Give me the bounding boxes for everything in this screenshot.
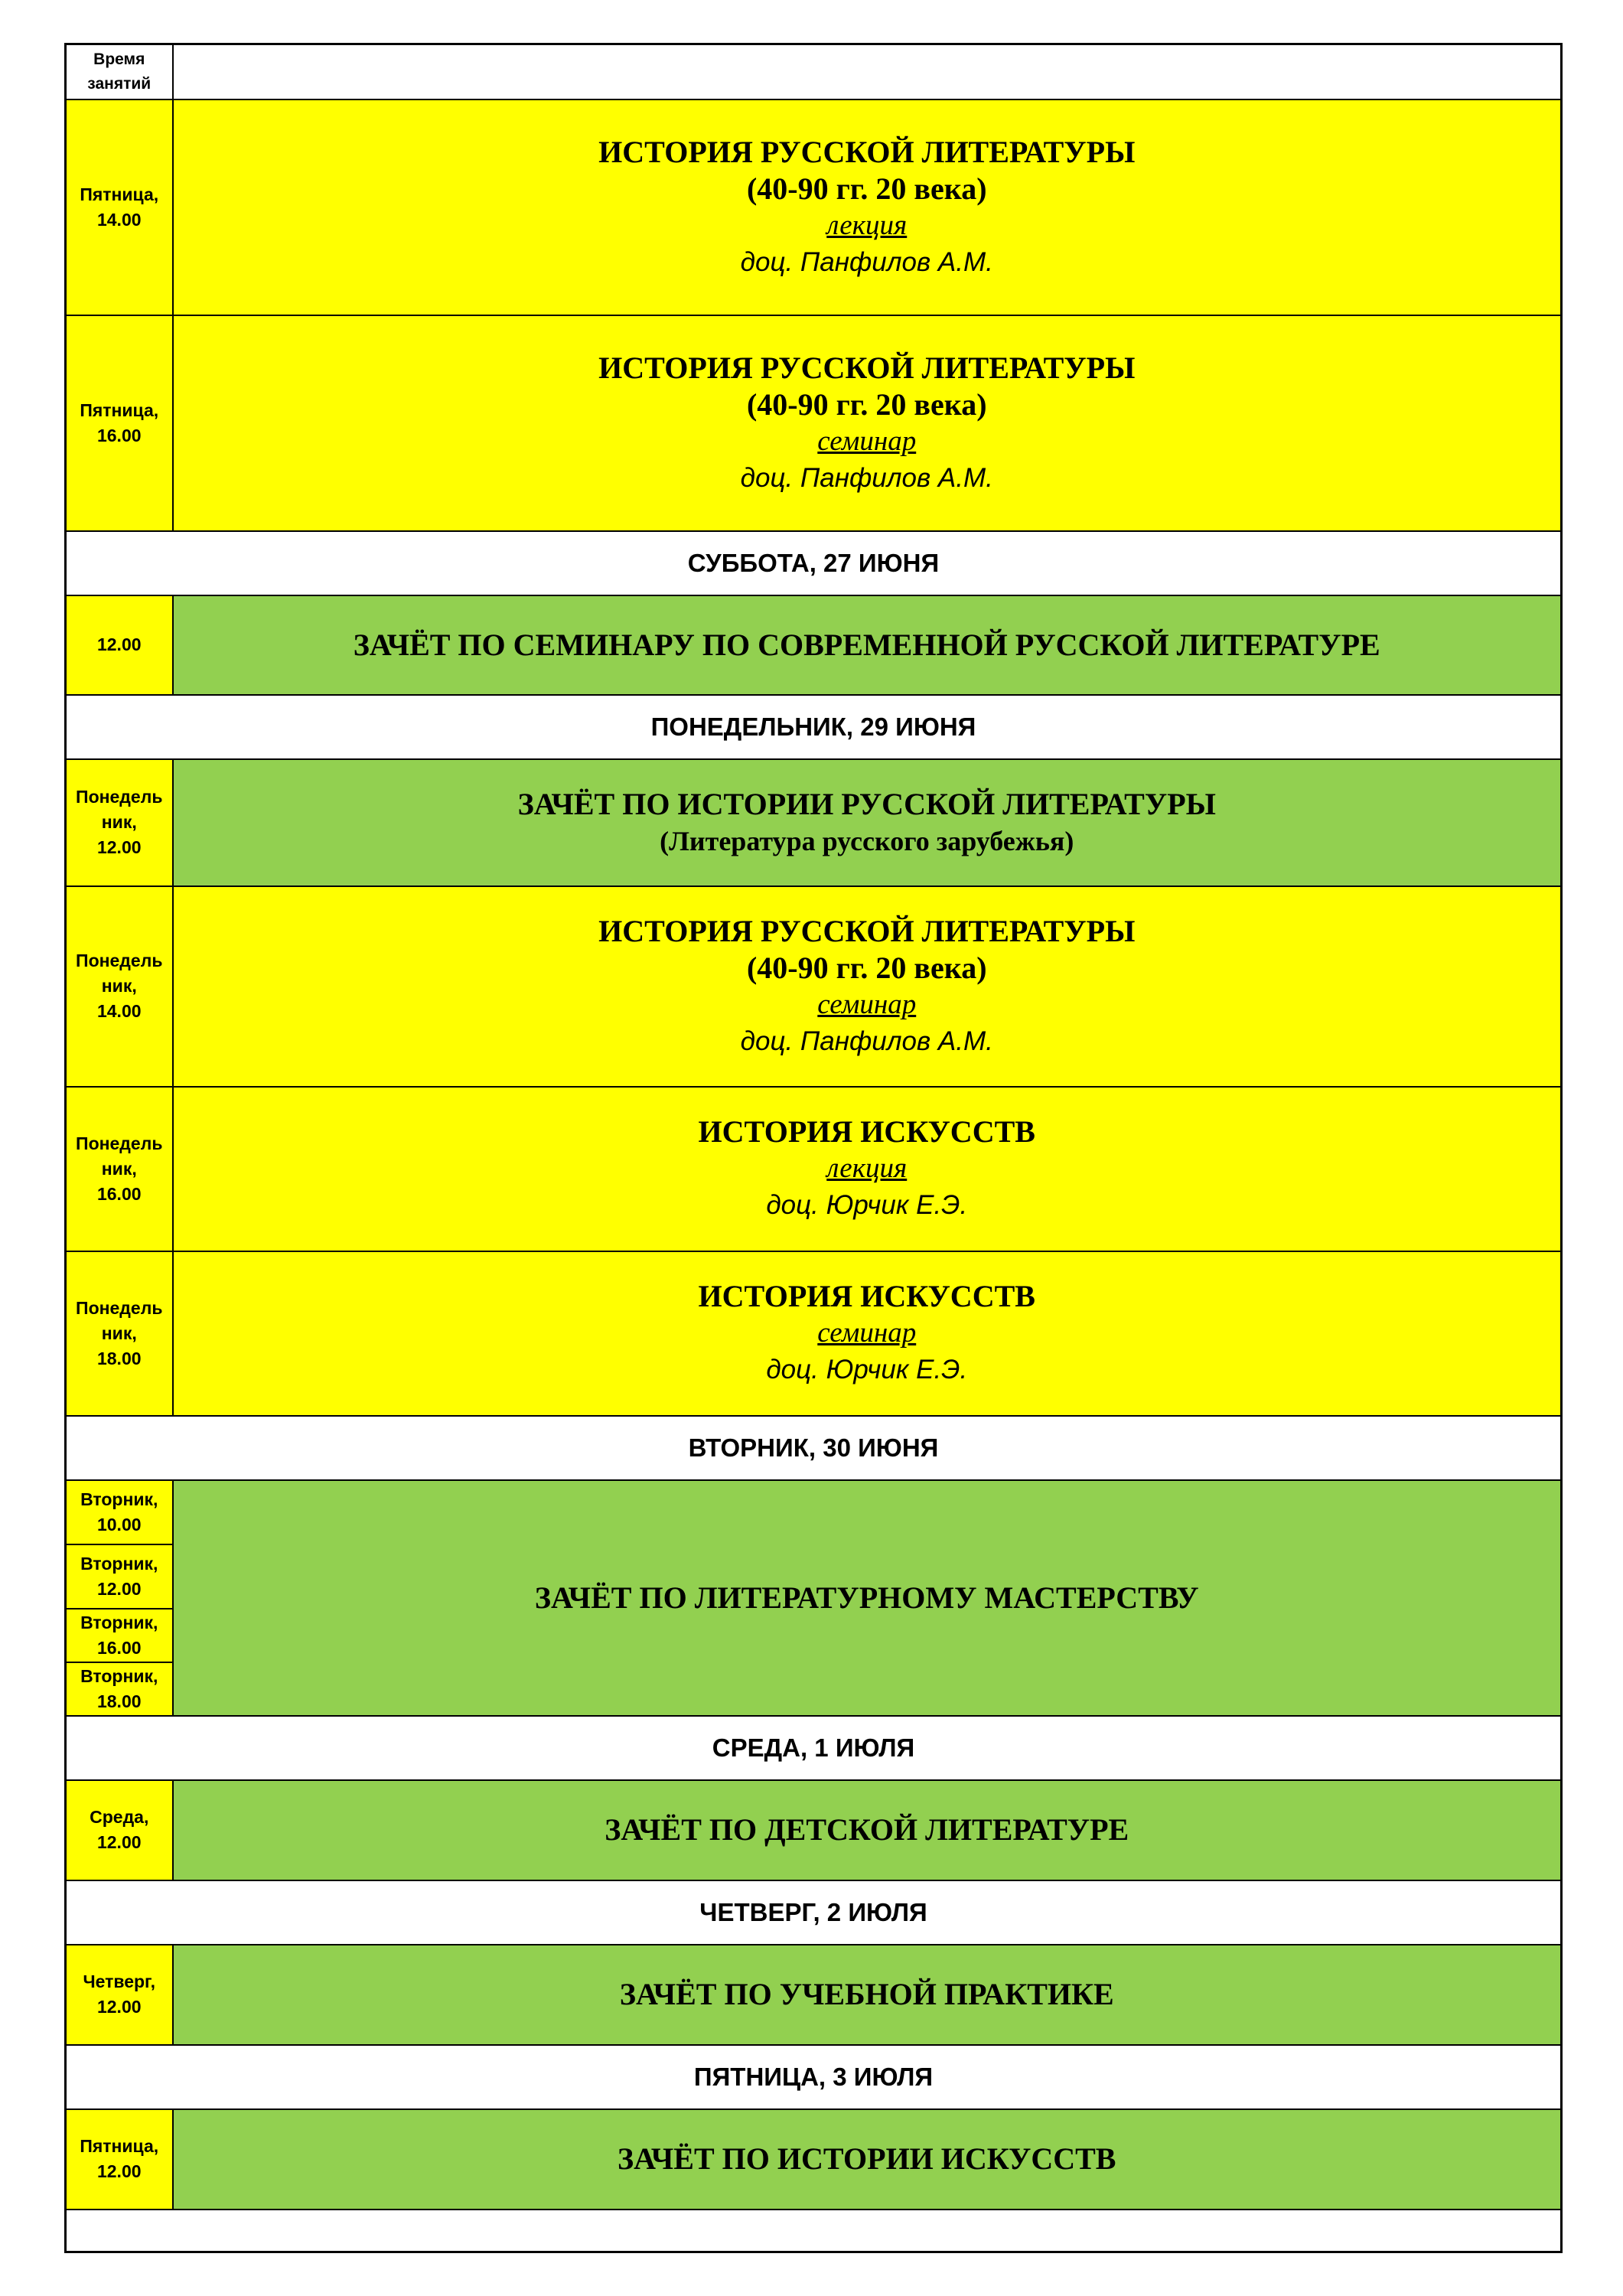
lesson-cell [173,595,1562,695]
lesson-cell [173,1780,1562,1880]
time-cell: Понедель ник, 14.00 [66,886,173,1087]
time-cell: 12.00 [66,595,173,695]
lesson-subtitle: (40-90 гг. 20 века) [746,950,987,985]
lesson-cell [173,1945,1562,2045]
lesson-row [66,315,1562,531]
time-cell: Вторник, 10.00 [66,1480,173,1544]
lesson-row [66,2109,1562,2210]
lesson-row [66,1251,1562,1416]
day-header: СУББОТА, 27 ИЮНЯ [66,531,1562,595]
time-cell: Среда, 12.00 [66,1780,173,1880]
lesson-title: ИСТОРИЯ РУССКОЙ ЛИТЕРАТУРЫ [598,350,1136,385]
day-header-row [66,1716,1562,1780]
day-header-row [66,695,1562,759]
day-header-row [66,2045,1562,2109]
lesson-row [66,1780,1562,1880]
lesson-title: ЗАЧЁТ ПО УЧЕБНОЙ ПРАКТИКЕ [619,1977,1114,2011]
lesson-title: ИСТОРИЯ ИСКУССТВ [698,1114,1035,1149]
lesson-type: семинар [817,425,917,457]
table-header-row [66,44,1562,99]
day-header-row [66,531,1562,595]
lesson-cell [173,315,1562,531]
lesson-cell [173,886,1562,1087]
lesson-subtitle: (40-90 гг. 20 века) [746,171,987,206]
lesson-teacher: доц. Панфилов А.М. [740,1026,993,1056]
day-header: ЧЕТВЕРГ, 2 ИЮЛЯ [66,1880,1562,1945]
lesson-cell [173,1087,1562,1251]
lesson-row [66,886,1562,1087]
time-cell: Понедель ник, 18.00 [66,1251,173,1416]
lesson-cell [173,2109,1562,2210]
lesson-row [66,99,1562,315]
lesson-title: ИСТОРИЯ ИСКУССТВ [698,1279,1035,1313]
lesson-teacher: доц. Юрчик Е.Э. [766,1355,968,1384]
time-cell: Пятница, 16.00 [66,315,173,531]
lesson-teacher: доц. Панфилов А.М. [740,462,993,493]
day-header-row [66,1416,1562,1480]
empty-row [66,2210,1562,2252]
schedule-page [64,43,1563,2253]
lesson-row [66,1945,1562,2045]
lesson-row [66,595,1562,695]
lesson-type: семинар [817,1317,917,1349]
lesson-row [66,1087,1562,1251]
lesson-cell [173,1480,1562,1716]
lesson-subtitle: (40-90 гг. 20 века) [746,386,987,422]
lesson-cell [173,99,1562,315]
time-cell: Понедель ник, 12.00 [66,759,173,886]
time-column-header: Время занятий [66,44,173,99]
lesson-title: ЗАЧЁТ ПО ДЕТСКОЙ ЛИТЕРАТУРЕ [605,1812,1129,1847]
time-cell: Вторник, 18.00 [66,1662,173,1716]
lesson-subtitle: (Литература русского зарубежья) [660,825,1074,856]
lesson-title: ИСТОРИЯ РУССКОЙ ЛИТЕРАТУРЫ [598,134,1136,169]
lesson-type: семинар [817,988,917,1020]
time-cell: Четверг, 12.00 [66,1945,173,2045]
schedule-table [64,43,1563,2253]
lesson-row [66,759,1562,886]
day-header: СРЕДА, 1 ИЮЛЯ [66,1716,1562,1780]
lesson-cell [173,1251,1562,1416]
lesson-title: ЗАЧЁТ ПО ЛИТЕРАТУРНОМУ МАСТЕРСТВУ [534,1580,1199,1615]
day-header: ВТОРНИК, 30 ИЮНЯ [66,1416,1562,1480]
lesson-type: лекция [826,209,908,241]
lesson-row [66,1480,1562,1544]
time-cell: Пятница, 12.00 [66,2109,173,2210]
lesson-title: ЗАЧЁТ ПО ИСТОРИИ ИСКУССТВ [618,2141,1116,2176]
day-header: ПОНЕДЕЛЬНИК, 29 ИЮНЯ [66,695,1562,759]
time-cell: Вторник, 16.00 [66,1609,173,1662]
day-header-row [66,1880,1562,1945]
time-cell: Вторник, 12.00 [66,1544,173,1609]
lesson-teacher: доц. Панфилов А.М. [740,246,993,277]
lesson-title: ЗАЧЁТ ПО СЕМИНАРУ ПО СОВРЕМЕННОЙ РУССКОЙ ЛИТЕРАТУРЕ [353,627,1380,662]
empty-cell [66,2210,1562,2252]
lesson-title: ЗАЧЁТ ПО ИСТОРИИ РУССКОЙ ЛИТЕРАТУРЫ [517,786,1216,821]
header-blank-cell [173,44,1562,99]
lesson-title: ИСТОРИЯ РУССКОЙ ЛИТЕРАТУРЫ [598,913,1136,948]
time-cell: Пятница, 14.00 [66,99,173,315]
lesson-type: лекция [826,1153,908,1184]
time-cell: Понедель ник, 16.00 [66,1087,173,1251]
lesson-teacher: доц. Юрчик Е.Э. [766,1190,968,1220]
day-header: ПЯТНИЦА, 3 ИЮЛЯ [66,2045,1562,2109]
lesson-cell [173,759,1562,886]
